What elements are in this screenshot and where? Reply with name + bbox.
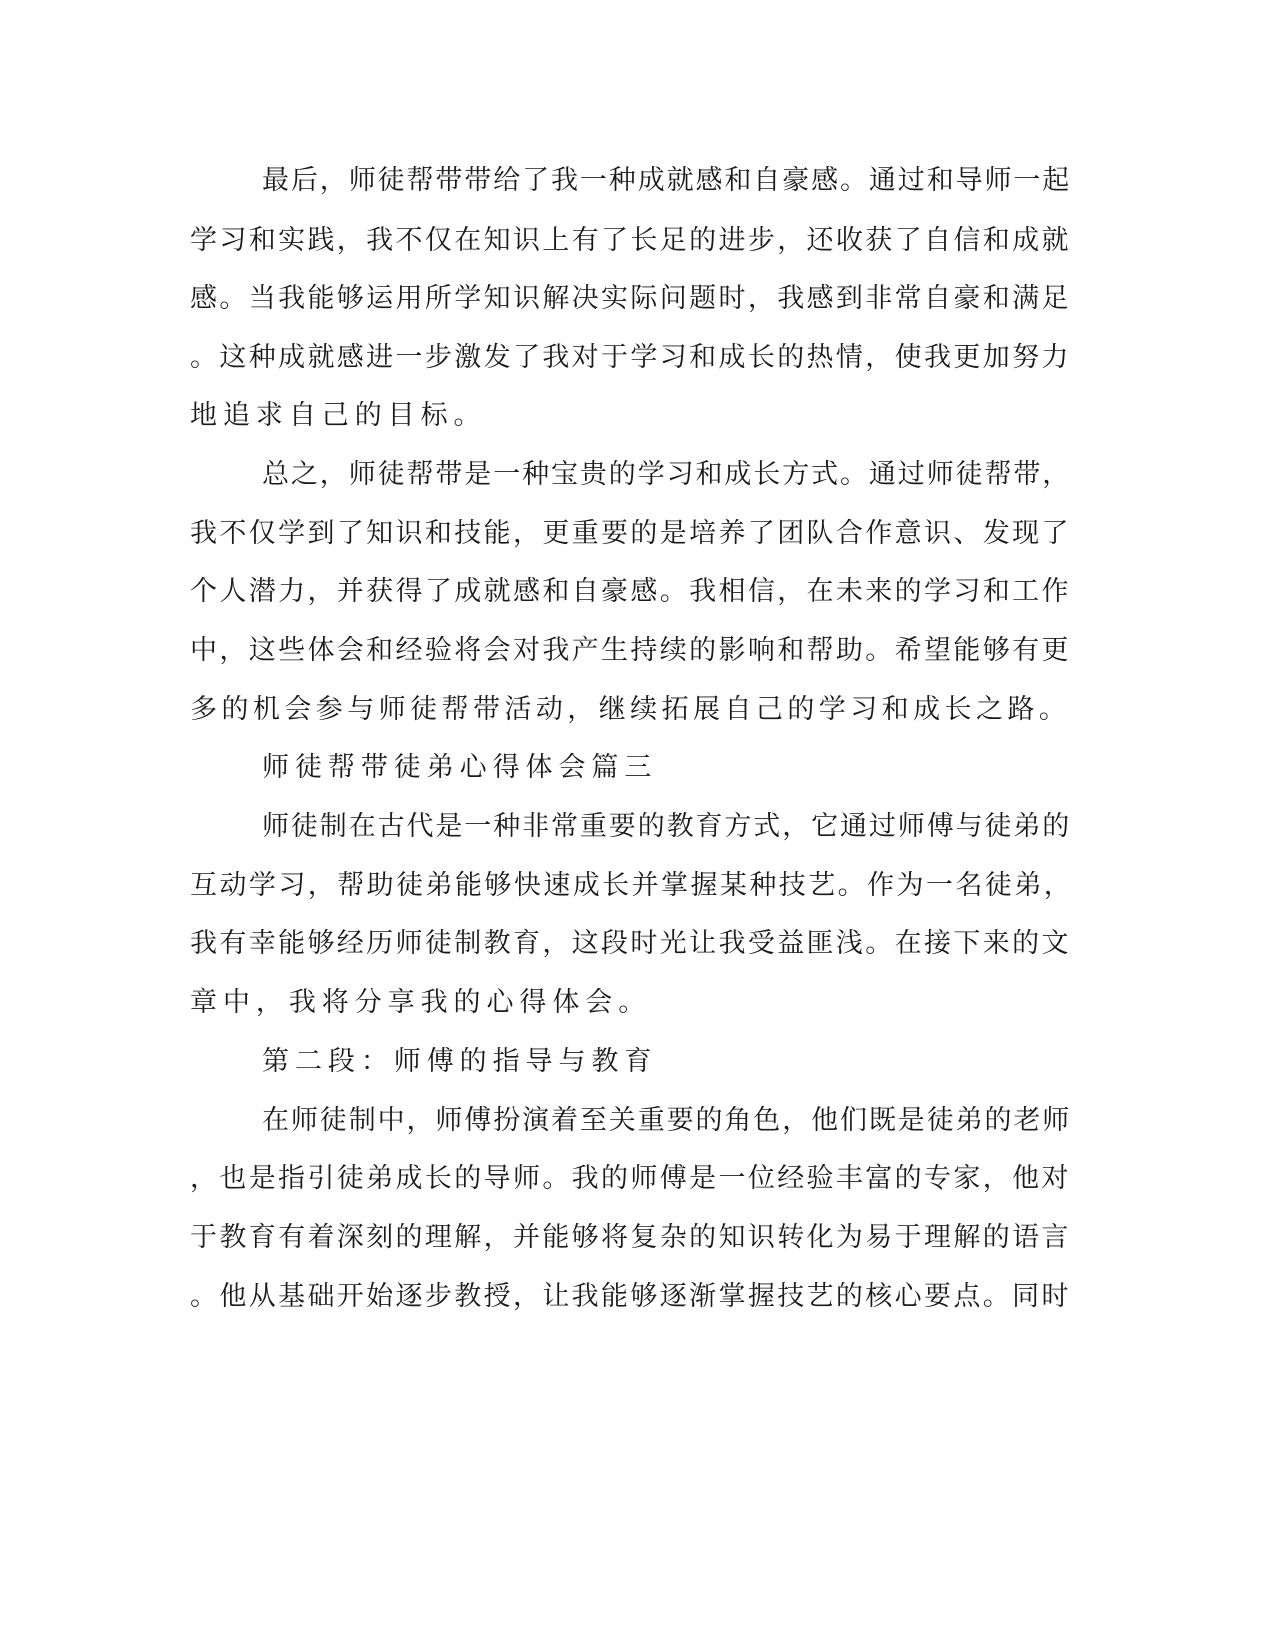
line-text: 我有幸能够经历师徒制教育，这段时光让我受益匪浅。在接下来的文: [190, 928, 1071, 959]
paragraph-line: [0, 855, 1275, 917]
paragraph-line: [0, 1207, 1275, 1269]
paragraph-line: [0, 561, 1275, 623]
line-text: 最后，师徒帮带带给了我一种成就感和自豪感。通过和导师一起: [262, 165, 1072, 196]
line-text: 总之，师徒帮带是一种宝贵的学习和成长方式。通过师徒帮带，: [262, 459, 1072, 490]
line-text: 中，这些体会和经验将会对我产生持续的影响和帮助。希望能够有更: [190, 635, 1071, 666]
line-text: 在师徒制中，师傅扮演着至关重要的角色，他们既是徒弟的老师: [262, 1105, 1072, 1136]
paragraph-line: [0, 1090, 1275, 1152]
line-text: 多的机会参与师徒帮带活动，继续拓展自己的学习和成长之路。: [190, 694, 1071, 725]
section-heading-text: 第二段：师傅的指导与教育: [262, 1046, 658, 1077]
line-text: 章中，我将分享我的心得体会。: [190, 987, 652, 1018]
line-text: 感。当我能够运用所学知识解决实际问题时，我感到非常自豪和满足: [190, 283, 1071, 314]
line-text: 。这种成就感进一步激发了我对于学习和成长的热情，使我更加努力: [190, 342, 1071, 373]
line-text: ，也是指引徒弟成长的导师。我的师傅是一位经验丰富的专家，他对: [190, 1163, 1071, 1194]
paragraph-line: [0, 913, 1275, 975]
paragraph-line: [0, 972, 1275, 1034]
paragraph-line: [0, 268, 1275, 330]
line-text: 学习和实践，我不仅在知识上有了长足的进步，还收获了自信和成就: [190, 225, 1071, 256]
paragraph-line: [0, 1266, 1275, 1328]
paragraph-line: [0, 503, 1275, 565]
paragraph-line: [0, 327, 1275, 389]
line-text: 于教育有着深刻的理解，并能够将复杂的知识转化为易于理解的语言: [190, 1222, 1071, 1253]
paragraph-line: [0, 620, 1275, 682]
paragraph-line: [0, 796, 1275, 858]
line-text: 个人潜力，并获得了成就感和自豪感。我相信，在未来的学习和工作: [190, 576, 1071, 607]
line-text: 地追求自己的目标。: [190, 400, 487, 431]
paragraph-line: [0, 1148, 1275, 1210]
paragraph-line: [0, 385, 1275, 447]
paragraph-line: [0, 150, 1275, 212]
line-text: 我不仅学到了知识和技能，更重要的是培养了团队合作意识、发现了: [190, 518, 1071, 549]
section-heading: [0, 1031, 1275, 1093]
line-text: 互动学习，帮助徒弟能够快速成长并掌握某种技艺。作为一名徒弟，: [190, 870, 1074, 901]
section-heading-text: 师徒帮带徒弟心得体会篇三: [262, 752, 658, 783]
paragraph-line: [0, 444, 1275, 506]
line-text: 。他从基础开始逐步教授，让我能够逐渐掌握技艺的核心要点。同时: [190, 1281, 1071, 1312]
paragraph-line: [0, 210, 1275, 272]
paragraph-line: [0, 679, 1275, 741]
line-text: 师徒制在古代是一种非常重要的教育方式，它通过师傅与徒弟的: [262, 811, 1072, 842]
section-heading: [0, 737, 1275, 799]
